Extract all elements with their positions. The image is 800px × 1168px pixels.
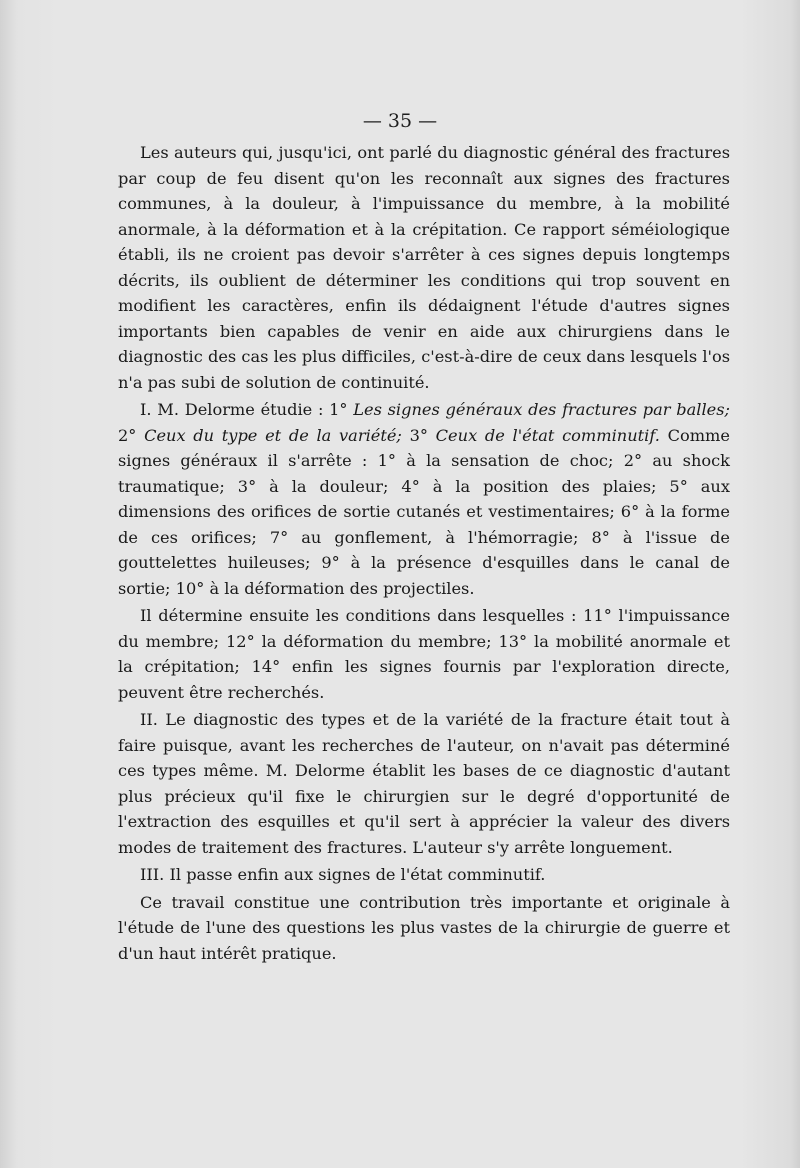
section-one-rest: Comme signes généraux il s'arrête : 1° à la sensation de choc; 2° au shock traumatique; 3° à la douleur; 4° à la position des plaies; 5° aux dimensions des orifices de sortie cutanés et vestimentaires; 6° à la forme de ces orifices; 7° au gonflement, à l'hémorragie; 8° à l'issue de gouttelettes huileuses; 9° à la présence d'esquilles dans le canal de sortie; 10° à la déformation des projectiles.	[118, 425, 730, 598]
paragraph-conditions: Il détermine ensuite les conditions dans lesquelles : 11° l'impuissance du membre; 12° la déformation du membre; 13° la mobilité anormale et la crépitation; 14° enfin les signes fournis par l'exploration directe, peuvent être recherchés.	[118, 606, 730, 702]
body-text	[118, 140, 730, 968]
paragraph-intro: Les auteurs qui, jusqu'ici, ont parlé du diagnostic général des fractures par coup de feu disent qu'on les reconnaît aux signes des fractures communes, à la douleur, à l'impuissance du membre, à la mobilité anormale, à la déformation et à la crépitation. Ce rapport séméiologique établi, ils ne croient pas devoir s'arrêter à ces signes depuis longtemps décrits, ils oublient de déterminer les conditions qui trop souvent en modifient les caractères, enfin ils dédaignent l'étude d'autres signes importants bien capables de venir en aide aux chirurgiens dans le diagnostic des cas les plus difficiles, c'est-à-dire de ceux dans lesquels l'os n'a pas subi de solution de continuité.	[118, 143, 730, 392]
section-one-italic-comminutive: Ceux de l'état comminutif.	[435, 425, 660, 445]
page-number: — 35 —	[362, 110, 438, 132]
paragraph-section-three: III. Il passe enfin aux signes de l'état comminutif.	[140, 865, 546, 884]
paragraph-section-one	[118, 397, 730, 601]
section-one-italic-general-signs: Les signes généraux des fractures par balles;	[353, 400, 730, 419]
paragraph-conclusion: Ce travail constitue une contribution très importante et originale à l'étude de l'une des questions les plus vastes de la chirurgie de guerre et d'un haut intérêt pratique.	[118, 892, 730, 963]
section-one-mid-1: 2°	[118, 425, 145, 445]
section-one-mid-2: 3°	[401, 425, 436, 445]
section-one-prefix: I. M. Delorme étudie : 1°	[140, 400, 354, 419]
section-one-italic-type-variety: Ceux du type et de la variété;	[144, 425, 402, 445]
paragraph-section-two: II. Le diagnostic des types et de la variété de la fracture était tout à faire puisque, avant les recherches de l'auteur, on n'avait pas déterminé ces types même. M. Delorme établit les bases de ce diagnostic d'autant plus précieux qu'il fixe le chirurgien sur le degré d'opportunité de l'extraction des esquilles et qu'il sert à apprécier la valeur des divers modes de traitement des fractures. L'auteur s'y arrête longuement.	[118, 710, 730, 857]
